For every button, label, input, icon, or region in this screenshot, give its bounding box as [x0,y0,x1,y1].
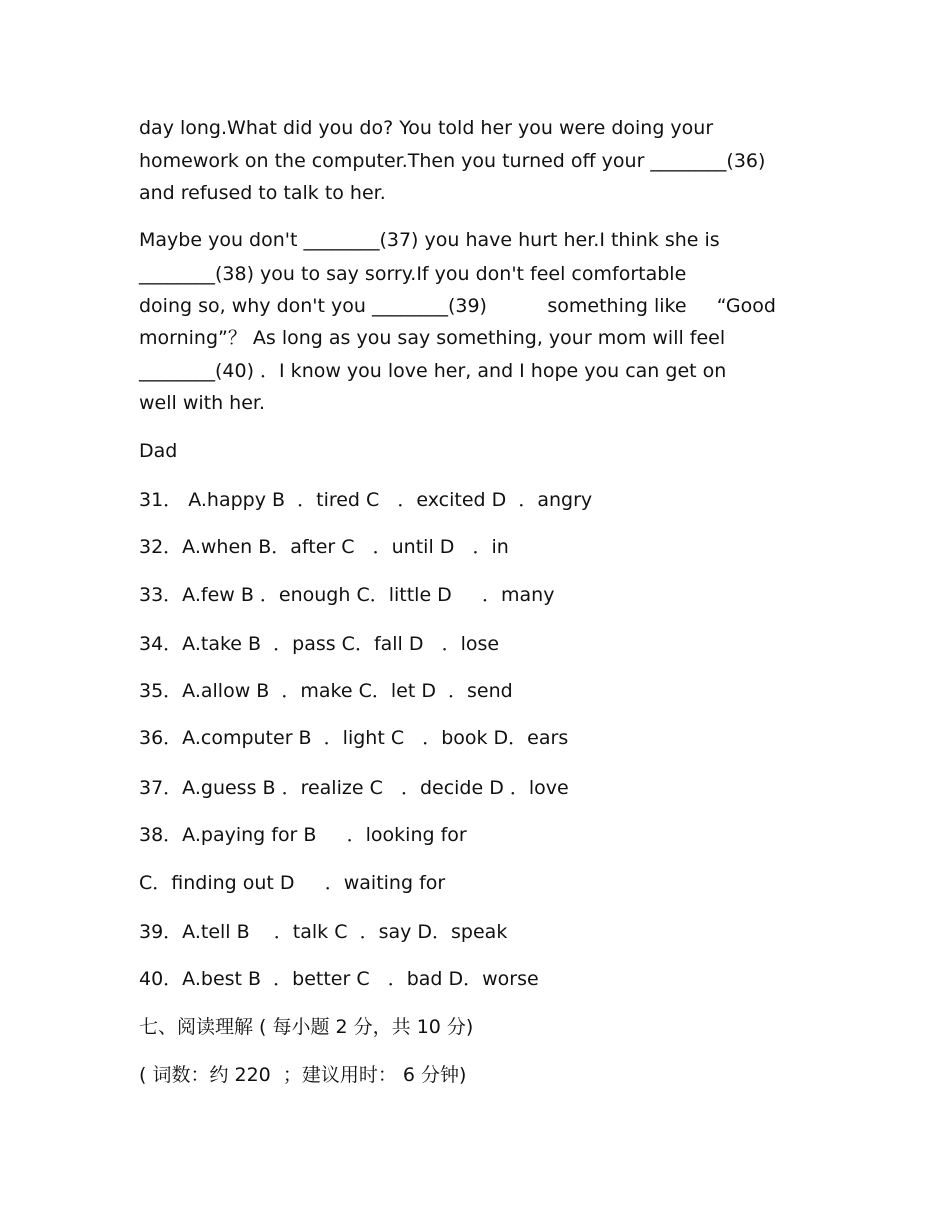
passage-line: well with her. [139,392,266,414]
letter-signature: Dad [139,440,178,462]
passage-line: doing so, why don't you ________(39) something like “Good [139,295,776,317]
question-item: 37．A.guess B ．realize C ．decide D ．love [139,777,569,799]
passage-line: Maybe you don't ________(37) you have hurt her.I think she is [139,229,720,251]
question-item: 38．A.paying for B ．looking for [139,824,467,846]
passage-line: ________(38) you to say sorry.If you don't feel comfortable [139,263,687,285]
question-item: 36．A.computer B ．light C ．book D．ears [139,727,569,749]
question-item: 32．A.when B．after C ．until D ．in [139,536,509,558]
question-item: 35．A.allow B ．make C．let D ．send [139,680,513,702]
question-item: 39．A.tell B ．talk C ．say D．speak [139,921,508,943]
passage-line: homework on the computer.Then you turned off your ________(36) [139,150,766,172]
passage-line: day long.What did you do? You told her you were doing your [139,117,714,139]
section-heading: 七、阅读理解 ( 每小题 2 分，共 10 分) [139,1016,474,1038]
passage-line: and refused to talk to her. [139,182,386,204]
question-item: 40．A.best B ．better C ．bad D．worse [139,968,539,990]
question-item: 34．A.take B ．pass C．fall D ．lose [139,633,500,655]
question-item: 33．A.few B ．enough C．little D ．many [139,584,555,606]
passage-line: morning”？ As long as you say something, your mom will feel [139,327,726,349]
question-item: 31． A.happy B ．tired C ．excited D ．angry [139,489,593,511]
question-item: C．finding out D ．waiting for [139,872,446,894]
section-note: ( 词数：约 220 ；建议用时： 6 分钟) [139,1064,467,1086]
passage-line: ________(40) ．I know you love her, and I hope you can get on [139,360,727,382]
